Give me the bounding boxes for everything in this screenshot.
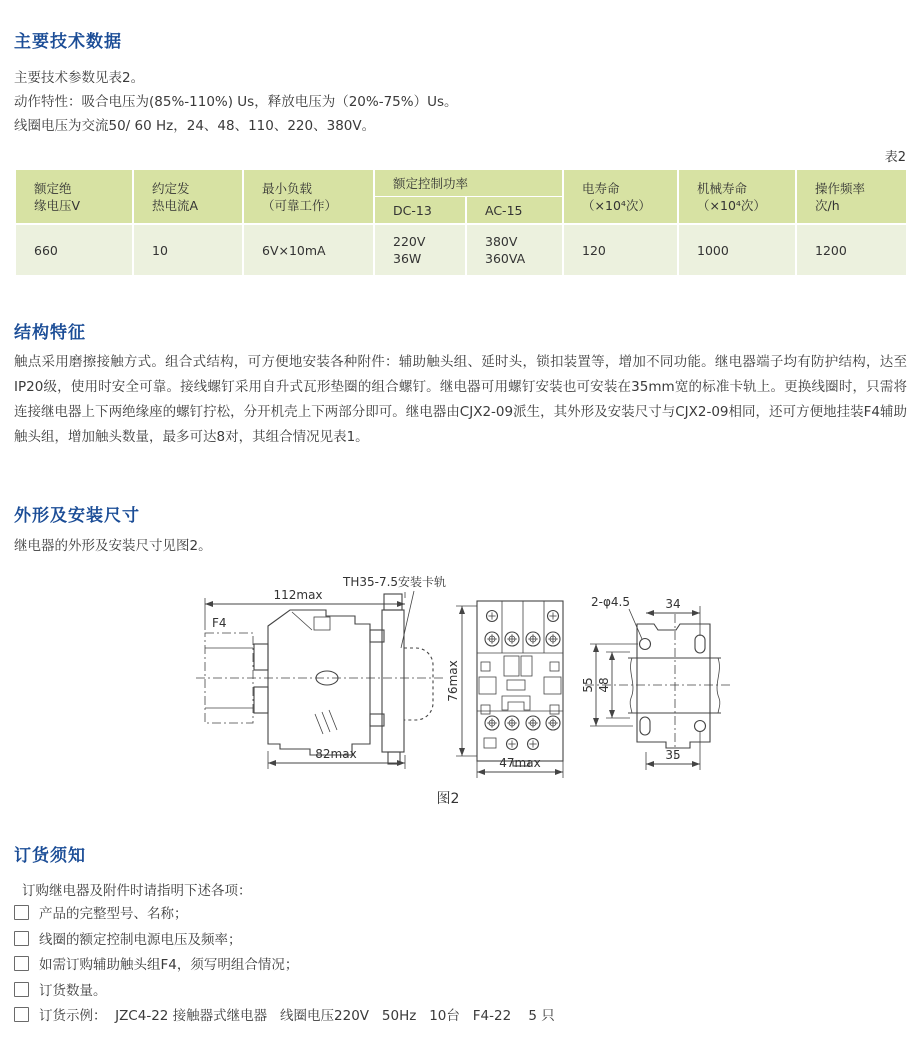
- col-header-minimum-load: 最小负载 （可靠工作）: [243, 169, 374, 224]
- din-rail-label: TH35-7.5安装卡轨: [343, 575, 447, 589]
- checkbox-icon: [14, 905, 29, 920]
- cell-thermal-current: 10: [133, 224, 243, 276]
- cell-operating-frequency: 1200: [796, 224, 907, 276]
- section-title-ordering: 订货须知: [14, 846, 86, 866]
- dim-82max: 82max: [315, 747, 357, 761]
- figure-side-view: [196, 574, 446, 769]
- col-header-ac15: AC-15: [466, 197, 563, 225]
- spec-table: [14, 168, 908, 277]
- figure-front-view: [446, 601, 563, 778]
- dim-48: 48: [597, 677, 611, 693]
- figure-mounting-view: [581, 595, 730, 770]
- list-item: [14, 902, 555, 922]
- dimensions-intro: 继电器的外形及安装尺寸见图2。: [14, 538, 212, 554]
- ordering-intro: 订购继电器及附件时请指明下述各项：: [22, 883, 252, 899]
- dimension-drawing: [130, 556, 830, 816]
- ordering-item-text: 产品的完整型号、名称；: [39, 906, 188, 922]
- ordering-item-text: 如需订购辅助触头组F4，须写明组合情况；: [39, 957, 299, 973]
- dim-34: 34: [665, 597, 681, 611]
- list-item: [14, 1004, 555, 1024]
- col-header-rated-insulation-voltage: 额定绝 缘电压V: [15, 169, 133, 224]
- section-title-structure: 结构特征: [14, 323, 86, 343]
- cell-rated-insulation-voltage: 660: [15, 224, 133, 276]
- dim-55: 55: [581, 677, 595, 693]
- ordering-item-text: 线圈的额定控制电源电压及频率；: [39, 931, 242, 948]
- f4-label: F4: [212, 616, 227, 630]
- dim-112max: 112max: [273, 588, 323, 602]
- cell-electrical-life: 120: [563, 224, 678, 276]
- ordering-item-text: 订货示例： JZC4-22 接触器式继电器 线圈电压220V 50Hz 10台 F4-22 5 只: [39, 1008, 555, 1024]
- table-tag: 表2: [884, 150, 906, 165]
- cell-minimum-load: 6V×10mA: [243, 224, 374, 276]
- dim-76max: 76max: [446, 660, 460, 702]
- list-item: [14, 979, 555, 999]
- checkbox-icon: [14, 982, 29, 997]
- holes-label: 2-φ4.5: [591, 595, 630, 609]
- section-title-tech-data: 主要技术数据: [14, 32, 122, 52]
- tech-text-line: 主要技术参数见表2。: [14, 70, 145, 86]
- col-header-mechanical-life: 机械寿命 （×10⁴次）: [678, 169, 796, 224]
- dim-35: 35: [665, 748, 681, 762]
- col-header-electrical-life: 电寿命 （×10⁴次）: [563, 169, 678, 224]
- cell-ac15: 380V 360VA: [466, 224, 563, 276]
- figure-2: [130, 556, 830, 816]
- structure-paragraph: 触点采用磨擦接触方式。组合式结构，可方便地安装各种附件：辅助触头组、延时头，锁扣装置等，增加不同功能。继电器端子均有防护结构，达至IP20级，使用时安全可靠。接线螺钉采用自升式瓦形垫圈的组合螺钉。继电器可用螺钉安装也可安装在35mm宽的标准卡轨上。更换线圈时，只需将连接继电器上下两绝缘座的螺钉拧松，分开机壳上下两部分即可。继电器由CJX2-09派生，其外形及安装尺寸与CJX2-09相同，还可方便地挂装F4辅助触头组，增加触头数量，最多可达8对，其组合情况见表1。: [14, 354, 907, 445]
- col-header-dc13: DC-13: [374, 197, 466, 225]
- figure-caption: 图2: [436, 791, 460, 807]
- checkbox-icon: [14, 931, 29, 946]
- dim-47max: 47max: [499, 756, 541, 770]
- cell-dc13: 220V 36W: [374, 224, 466, 276]
- table-row: [15, 224, 907, 276]
- list-item: [14, 953, 555, 973]
- col-header-operating-frequency: 操作频率 次/h: [796, 169, 907, 224]
- ordering-list: [14, 902, 555, 1030]
- tech-text-line: 线圈电压为交流50/ 60 Hz，24、48、110、220、380V。: [14, 118, 376, 134]
- checkbox-icon: [14, 1007, 29, 1022]
- section-title-dimensions: 外形及安装尺寸: [14, 506, 140, 526]
- list-item: [14, 928, 555, 948]
- tech-text-line: 动作特性：吸合电压为(85%-110%) Us，释放电压为（20%-75%）Us。: [14, 94, 458, 110]
- col-header-conventional-thermal-current: 约定发 热电流A: [133, 169, 243, 224]
- ordering-item-text: 订货数量。: [39, 982, 107, 999]
- col-header-rated-control-power: 额定控制功率: [374, 169, 563, 197]
- checkbox-icon: [14, 956, 29, 971]
- cell-mechanical-life: 1000: [678, 224, 796, 276]
